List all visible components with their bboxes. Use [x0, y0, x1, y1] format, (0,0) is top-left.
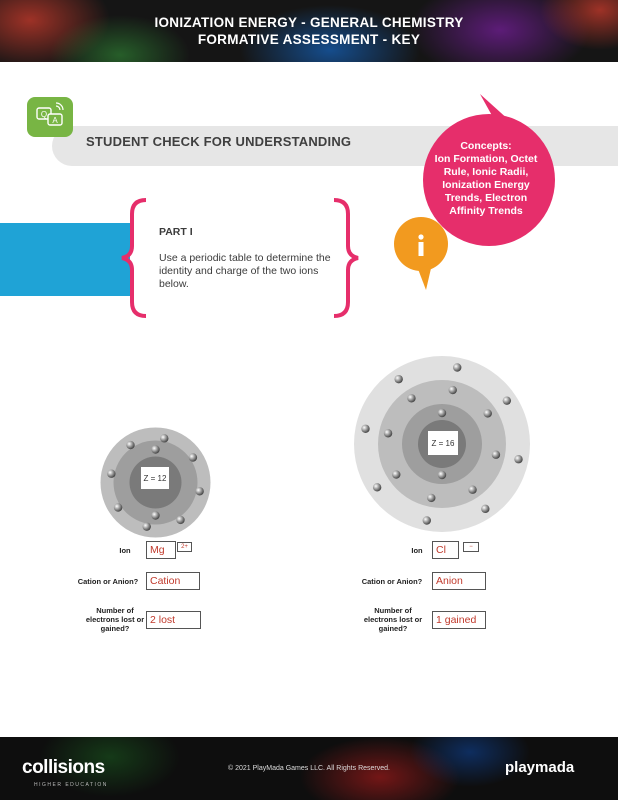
electrons-answer: 1 gained	[432, 611, 486, 629]
concepts-text	[430, 140, 542, 218]
electron	[438, 409, 446, 417]
info-icon	[392, 214, 454, 294]
electron	[107, 470, 115, 478]
check-title: STUDENT CHECK FOR UNDERSTANDING	[86, 134, 352, 149]
part-title: PART I	[159, 226, 193, 238]
concepts-body: Ion Formation, Octet Rule, Ionic Radii, Ionization Energy Trends, Electron Affinity Trends	[434, 153, 538, 217]
electron	[384, 429, 392, 437]
electron	[373, 483, 381, 491]
electron	[468, 486, 476, 494]
electron	[423, 516, 431, 524]
charge-answer: 2+	[177, 542, 192, 552]
cation-anion-answer: Cation	[146, 572, 200, 590]
collisions-logo-sub: HIGHER EDUCATION	[34, 782, 108, 788]
electron	[126, 441, 134, 449]
part-accent-bar	[0, 223, 130, 296]
electron	[143, 522, 151, 530]
ion-answer: Cl	[432, 541, 459, 559]
electron	[484, 409, 492, 417]
electron	[189, 453, 197, 461]
electron	[361, 425, 369, 433]
svg-text:A: A	[52, 116, 58, 125]
electrons-answer: 2 lost	[146, 611, 201, 629]
playmada-logo: playmada	[505, 759, 575, 776]
electron	[481, 505, 489, 513]
collisions-logo: collisions	[22, 757, 105, 778]
ion-label: Ion	[411, 546, 423, 555]
electron	[151, 445, 159, 453]
page-footer	[0, 737, 618, 800]
charge-answer: −	[463, 542, 479, 552]
electron	[514, 455, 522, 463]
electron	[392, 470, 400, 478]
electron	[407, 394, 415, 402]
atom-z-label: Z = 12	[141, 467, 169, 489]
header-title-line2: FORMATIVE ASSESSMENT - KEY	[197, 32, 421, 47]
svg-text:Q: Q	[40, 110, 48, 119]
electron	[160, 434, 168, 442]
cation-anion-label: Cation or Anion?	[361, 577, 423, 586]
page-header	[0, 0, 618, 62]
electron	[492, 451, 500, 459]
electron	[438, 471, 446, 479]
electron	[114, 503, 122, 511]
copyright-text: © 2021 PlayMada Games LLC. All Rights Reserved.	[228, 765, 390, 772]
electron	[394, 375, 402, 383]
electrons-label: Number of electrons lost or gained?	[363, 606, 423, 633]
electron	[176, 516, 184, 524]
cation-anion-label: Cation or Anion?	[77, 577, 139, 586]
part-instructions: Use a periodic table to determine the identity and charge of the two ions below.	[159, 252, 331, 290]
atom-z-label: Z = 16	[428, 431, 458, 455]
electron	[151, 511, 159, 519]
electrons-label: Number of electrons lost or gained?	[85, 606, 145, 633]
electron	[449, 386, 457, 394]
header-title-line1: IONIZATION ENERGY - GENERAL CHEMISTRY	[154, 15, 464, 30]
ion-label: Ion	[119, 546, 131, 555]
electron	[195, 487, 203, 495]
electron	[503, 396, 511, 404]
cation-anion-answer: Anion	[432, 572, 486, 590]
electron	[453, 363, 461, 371]
concepts-heading: Concepts:	[460, 140, 512, 152]
chat-qa-icon	[27, 97, 73, 137]
ion-answer: Mg	[146, 541, 176, 559]
electron	[427, 494, 435, 502]
